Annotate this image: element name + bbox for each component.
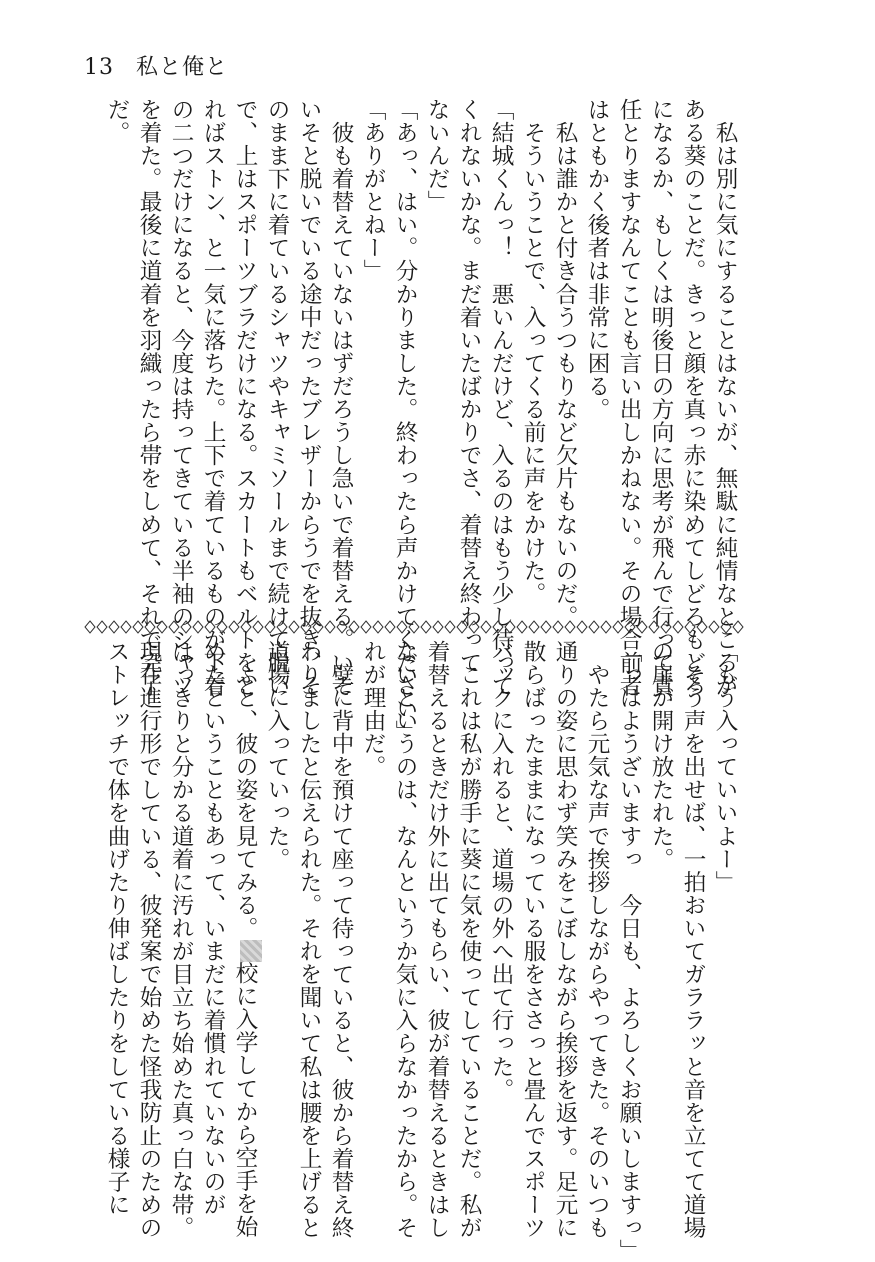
text-column: 彼も着替えていないはずだろうし急いで着替える。いそ bbox=[328, 98, 354, 698]
redacted-text bbox=[240, 940, 262, 962]
divider-diamond bbox=[649, 621, 659, 633]
text-column: の二つだけになると、今度は持ってきている半袖のシャツ bbox=[168, 98, 194, 698]
divider-diamond bbox=[97, 621, 107, 633]
divider-diamond bbox=[505, 621, 515, 633]
text-column: 私は誰かと付き合うつもりなど欠片もないのだ。 bbox=[552, 98, 578, 629]
column-lead: ふと、彼の姿を見てみる。 bbox=[232, 640, 258, 940]
text-column: 「結城くんっ！ 悪いんだけど、入るのはもう少し待って bbox=[488, 98, 514, 698]
text-column: 任とりますなんてことも言い出しかねない。その場合前者 bbox=[616, 98, 642, 698]
text-column: 「もう入っていいよー」 bbox=[712, 640, 738, 894]
divider-diamond bbox=[397, 621, 407, 633]
page-header bbox=[84, 50, 228, 81]
divider-diamond bbox=[529, 621, 539, 633]
divider-diamond bbox=[709, 621, 719, 633]
divider-diamond bbox=[637, 621, 647, 633]
divider-diamond bbox=[277, 621, 287, 633]
text-column: ある葵のことだ。きっと顔を真っ赤に染めてしどろもどろ bbox=[680, 98, 706, 698]
divider-diamond bbox=[493, 621, 503, 633]
divider-diamond bbox=[409, 621, 419, 633]
text-column: くれないかな。まだ着いたばかりでさ、着替え終わって bbox=[456, 98, 482, 675]
divider-diamond bbox=[121, 621, 131, 633]
text-column: になるか、もしくは明後日の方向に思考が飛んで行って責 bbox=[648, 98, 674, 698]
divider-diamond bbox=[145, 621, 155, 633]
divider-diamond bbox=[289, 621, 299, 633]
text-column: そういうことで、入ってくる前に声をかけた。 bbox=[520, 98, 546, 606]
text-column: ればストン、と一気に落ちた。上下で着ているものが下着 bbox=[200, 98, 226, 698]
divider-diamond bbox=[157, 621, 167, 633]
text-column: 散らばったままになっている服をささっと畳んでスポーツ bbox=[520, 640, 546, 1240]
divider-diamond bbox=[313, 621, 323, 633]
text-column: わりましたと伝えられた。それを聞いて私は腰を上げると bbox=[296, 640, 322, 1240]
text-column: だ。 bbox=[104, 98, 130, 145]
text-column: めたということもあって、いまだに着慣れていないのが bbox=[200, 640, 226, 1217]
divider-diamond bbox=[685, 621, 695, 633]
divider-diamond bbox=[229, 621, 239, 633]
divider-diamond bbox=[325, 621, 335, 633]
divider-diamond bbox=[385, 621, 395, 633]
divider-diamond bbox=[217, 621, 227, 633]
divider-diamond bbox=[577, 621, 587, 633]
divider-diamond bbox=[193, 621, 203, 633]
text-column: 着替えるときだけ外に出てもらい、彼が着替えるときはし bbox=[424, 640, 450, 1240]
divider-diamond bbox=[469, 621, 479, 633]
text-column: を着た。最後に道着を羽織ったら帯をしめて、それで完了 bbox=[136, 98, 162, 698]
divider-diamond bbox=[697, 621, 707, 633]
text-column: 通りの姿に思わず笑みをこぼしながら挨拶を返す。足元に bbox=[552, 640, 578, 1240]
divider-diamond bbox=[601, 621, 611, 633]
divider-diamond bbox=[181, 621, 191, 633]
divider-diamond bbox=[301, 621, 311, 633]
divider-diamond bbox=[457, 621, 467, 633]
divider-diamond bbox=[253, 621, 263, 633]
text-column: はともかく後者は非常に困る。 bbox=[584, 98, 610, 421]
divider-diamond bbox=[553, 621, 563, 633]
divider-diamond bbox=[337, 621, 347, 633]
divider-diamond bbox=[613, 621, 623, 633]
divider-diamond bbox=[625, 621, 635, 633]
text-column: の扉が開け放たれた。 bbox=[648, 640, 674, 871]
divider-diamond bbox=[205, 621, 215, 633]
text-column: 私は別に気にすることはないが、無駄に純情なところが bbox=[712, 98, 738, 698]
divider-diamond bbox=[421, 621, 431, 633]
text-column: いそと脱いでいる途中だったブレザーからうでを抜き、そ bbox=[296, 98, 322, 698]
text-column: ストレッチで体を曲げたり伸ばしたりをしている様子に bbox=[104, 640, 130, 1217]
divider-diamond bbox=[361, 621, 371, 633]
text-column bbox=[230, 640, 262, 1238]
divider-diamond bbox=[433, 621, 443, 633]
text-column: バックに入れると、道場の外へ出て行った。 bbox=[488, 640, 514, 1101]
divider-diamond bbox=[349, 621, 359, 633]
divider-diamond bbox=[169, 621, 179, 633]
text-column: これは私が勝手に葵に気を使ってしていることだ。私が bbox=[456, 640, 482, 1240]
section-divider bbox=[84, 620, 748, 634]
divider-diamond bbox=[673, 621, 683, 633]
divider-diamond bbox=[517, 621, 527, 633]
divider-diamond bbox=[541, 621, 551, 633]
divider-diamond bbox=[445, 621, 455, 633]
text-column: のまま下に着ているシャツやキャミソールまで続けて脱い bbox=[264, 98, 290, 698]
column-tail: 校に入学してから空手を始 bbox=[232, 961, 258, 1239]
text-column: 「っはようざいますっ 今日も、よろしくお願いしますっ」 bbox=[616, 640, 642, 1262]
divider-diamond bbox=[481, 621, 491, 633]
text-column: 壁に背中を預けて座って待っていると、彼から着替え終 bbox=[328, 640, 354, 1240]
text-column: れが理由だ。 bbox=[360, 640, 386, 779]
text-column: やたら元気な声で挨拶しながらやってきた。そのいつも bbox=[584, 640, 610, 1240]
text-column: で、上はスポーツブラだけになる。スカートもベルトをと bbox=[232, 98, 258, 698]
divider-diamond bbox=[109, 621, 119, 633]
divider-diamond bbox=[661, 621, 671, 633]
text-column: ないんだ」 bbox=[424, 98, 450, 214]
divider-diamond bbox=[133, 621, 143, 633]
divider-diamond bbox=[733, 621, 743, 633]
divider-diamond bbox=[721, 621, 731, 633]
page-number: 13 bbox=[84, 55, 114, 80]
divider-diamond bbox=[265, 621, 275, 633]
divider-diamond bbox=[565, 621, 575, 633]
text-column: 道場に入っていった。 bbox=[264, 640, 290, 871]
divider-diamond bbox=[85, 621, 95, 633]
text-column: 「あっ、はい。分かりました。終わったら声かけてください」 bbox=[392, 98, 418, 744]
text-column: 現在進行形でしている、彼発案で始めた怪我防止のための bbox=[136, 640, 162, 1240]
text-column: 「ありがとねー」 bbox=[360, 98, 386, 283]
text-column: はっきりと分かる道着に汚れが目立ち始めた真っ白な帯。 bbox=[168, 640, 194, 1240]
divider-diamond bbox=[241, 621, 251, 633]
text-column: ないというのは、なんというか気に入らなかったから。そ bbox=[392, 640, 418, 1240]
chapter-title: 私と俺と bbox=[136, 55, 229, 80]
divider-diamond bbox=[589, 621, 599, 633]
divider-diamond bbox=[373, 621, 383, 633]
text-column: そう声を出せば、一拍おいてガララッと音を立てて道場 bbox=[680, 640, 706, 1240]
